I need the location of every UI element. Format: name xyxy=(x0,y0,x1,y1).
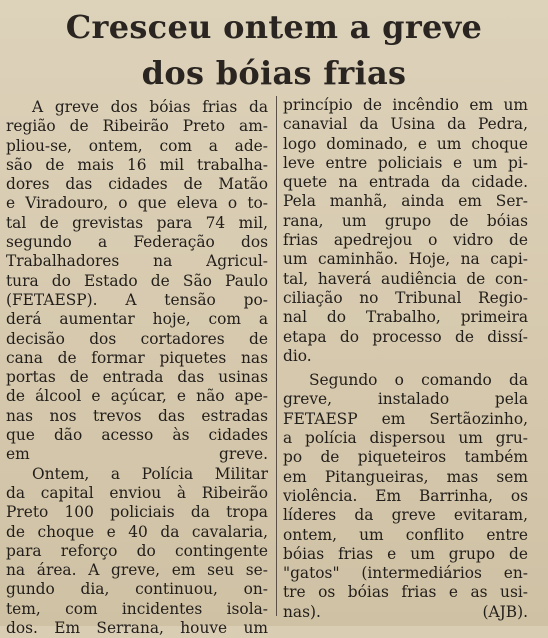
text-line: de álcool e açúcar, e não ape- xyxy=(6,387,268,406)
text-line: líderes da greve evitaram, xyxy=(283,506,528,525)
text-line: Preto 100 policiais da tropa xyxy=(6,503,268,522)
text-line: na área. A greve, em seu se- xyxy=(6,561,268,580)
text-line: região de Ribeirão Preto am- xyxy=(6,117,268,136)
text-line: a polícia dispersou um gru- xyxy=(283,429,528,448)
text-line: da capital enviou à Ribeirão xyxy=(6,483,268,502)
text-line: canavial da Usina da Pedra, xyxy=(283,115,528,134)
headline xyxy=(0,4,548,96)
text-line: nas). (AJB). xyxy=(283,602,528,621)
paragraph-2-continued xyxy=(283,96,528,366)
text-line: rana, um grupo de bóias xyxy=(283,211,528,230)
text-line: pliou-se, ontem, com a ade- xyxy=(6,136,268,155)
text-line: tura do Estado de São Paulo xyxy=(6,271,268,290)
text-line: de choque e 40 da cavalaria, xyxy=(6,522,268,541)
text-line: Segundo o comando da xyxy=(309,371,528,390)
text-line: po de piqueteiros também xyxy=(283,448,528,467)
paragraph-1 xyxy=(6,98,268,465)
text-line: violência. Em Barrinha, os xyxy=(283,486,528,505)
text-line: nal do Trabalho, primeira xyxy=(283,308,528,327)
article-column-right xyxy=(283,96,528,622)
text-line: e Viradouro, o que eleva o to- xyxy=(6,194,268,213)
text-line: segundo a Federação dos xyxy=(6,233,268,252)
paragraph-2 xyxy=(6,465,268,638)
column-divider xyxy=(276,96,277,616)
text-line: decisão dos cortadores de xyxy=(6,329,268,348)
text-line: logo dominado, e um choque xyxy=(283,134,528,153)
text-line: Ontem, a Polícia Militar xyxy=(32,464,268,483)
text-line: portas de entrada das usinas xyxy=(6,368,268,387)
text-line: bóias frias e um grupo de xyxy=(283,544,528,563)
text-line: em Pitangueiras, mas sem xyxy=(283,467,528,486)
text-line: frias apedrejou o vidro de xyxy=(283,231,528,250)
text-line: quete na entrada da cidade. xyxy=(283,173,528,192)
text-line: dio. xyxy=(283,346,312,365)
text-line: gundo dia, continuou, on- xyxy=(6,580,268,599)
text-line: princípio de incêndio em um xyxy=(283,96,528,114)
text-line: tal, haverá audiência de con- xyxy=(283,269,528,288)
text-line: tem, com incidentes isola- xyxy=(6,599,268,618)
text-line: leve entre policiais e um pi- xyxy=(283,153,528,172)
text-line: nas nos trevos das estradas xyxy=(6,406,268,425)
text-line: etapa do processo de dissí- xyxy=(283,327,528,346)
text-line: "gatos" (intermediários en- xyxy=(283,564,528,583)
text-line: greve, instalado pela xyxy=(283,390,528,409)
text-line: ciliação no Tribunal Regio- xyxy=(283,288,528,307)
text-line: (FETAESP). A tensão po- xyxy=(6,290,268,309)
text-line: derá aumentar hoje, com a xyxy=(6,310,268,329)
text-line: FETAESP em Sertãozinho, xyxy=(283,409,528,428)
paragraph-3 xyxy=(283,371,528,622)
text-line: Trabalhadores na Agricul- xyxy=(6,252,268,271)
text-line: dos. Em Serrana, houve um xyxy=(6,619,268,638)
text-line: são de mais 16 mil trabalha- xyxy=(6,155,268,174)
text-line: cana de formar piquetes nas xyxy=(6,348,268,367)
text-line: A greve dos bóias frias da xyxy=(32,98,268,116)
headline-line-1: Cresceu ontem a greve xyxy=(65,8,483,46)
text-line: que dão acesso às cidades xyxy=(6,426,268,445)
text-line: dores das cidades de Matão xyxy=(6,175,268,194)
text-line: tal de grevistas para 74 mil, xyxy=(6,213,268,232)
text-line: em greve. xyxy=(6,445,268,464)
article-column-left xyxy=(6,98,268,638)
headline-line-2: dos bóias frias xyxy=(141,54,407,92)
text-line: tre os bóias frias e as usi- xyxy=(283,583,528,602)
text-line: um caminhão. Hoje, na capi- xyxy=(283,250,528,269)
text-line: Pela manhã, ainda em Ser- xyxy=(283,192,528,211)
text-line: para reforço do contingente xyxy=(6,541,268,560)
text-line: ontem, um conflito entre xyxy=(283,525,528,544)
